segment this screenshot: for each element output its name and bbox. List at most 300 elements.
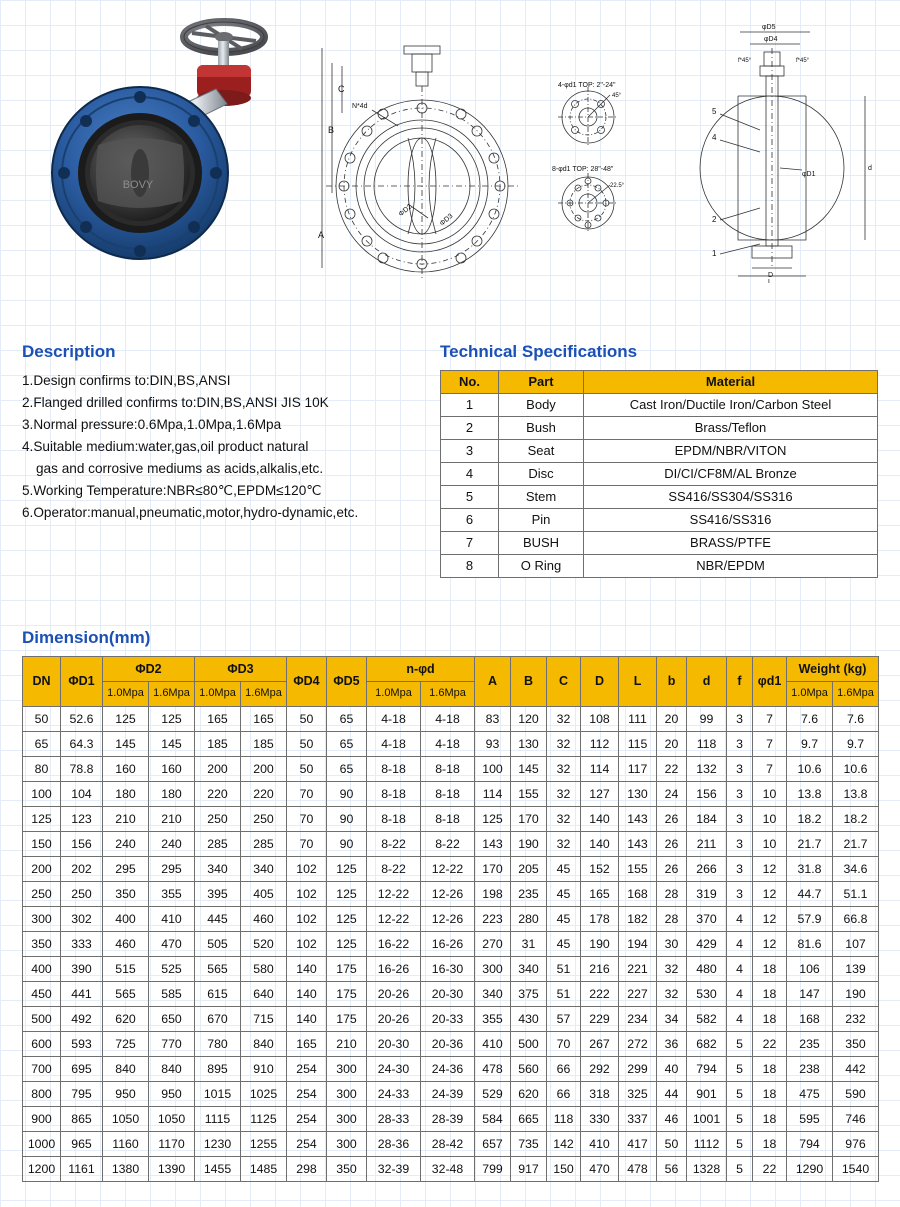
svg-text:φD4: φD4 [764, 36, 778, 43]
subheader-w-16: 1.6Mpa [833, 682, 879, 707]
dimension-cell: 7 [753, 707, 787, 732]
subheader-d3-16: 1.6Mpa [241, 682, 287, 707]
dimension-cell: 160 [103, 757, 149, 782]
dimension-cell: 1485 [241, 1157, 287, 1182]
dimension-cell: 254 [287, 1132, 327, 1157]
dimension-cell: 78.8 [61, 757, 103, 782]
dimension-cell: 865 [61, 1107, 103, 1132]
dimension-cell: 200 [241, 757, 287, 782]
dimension-cell: 13.8 [833, 782, 879, 807]
dimension-cell: 3 [727, 807, 753, 832]
dimension-cell: 32 [657, 957, 687, 982]
dimension-cell: 125 [327, 882, 367, 907]
dimension-cell: 470 [149, 932, 195, 957]
dimension-cell: 620 [511, 1082, 547, 1107]
dimension-cell: 478 [619, 1157, 657, 1182]
dimension-cell: 111 [619, 707, 657, 732]
dimension-cell: 117 [619, 757, 657, 782]
cell-material: SS416/SS304/SS316 [584, 485, 878, 508]
cell-material: SS416/SS316 [584, 508, 878, 531]
dimension-row [23, 757, 879, 782]
valve-body-graphic [52, 87, 228, 259]
col-header-b: B [511, 657, 547, 707]
dimension-cell: 45 [547, 907, 581, 932]
svg-text:2: 2 [712, 215, 717, 224]
dimension-cell: 83 [475, 707, 511, 732]
dimension-cell: 560 [511, 1057, 547, 1082]
dimension-cell: 229 [581, 1007, 619, 1032]
dimension-cell: 4-18 [421, 707, 475, 732]
dimension-cell: 976 [833, 1132, 879, 1157]
dimension-cell: 190 [581, 932, 619, 957]
dimension-cell: 156 [61, 832, 103, 857]
dimension-cell: 950 [103, 1082, 149, 1107]
dimension-cell: 185 [241, 732, 287, 757]
dimension-cell: 70 [287, 782, 327, 807]
dimension-cell: 81.6 [787, 932, 833, 957]
description-line: gas and corrosive mediums as acids,alkalis,etc. [36, 461, 324, 477]
dimension-cell: 24-33 [367, 1082, 421, 1107]
col-header-f: f [727, 657, 753, 707]
dimension-cell: 32 [547, 757, 581, 782]
dimension-cell: 184 [687, 807, 727, 832]
table-row [441, 508, 878, 531]
dimension-cell: 165 [195, 707, 241, 732]
dimension-cell: 18.2 [833, 807, 879, 832]
dimension-cell: 21.7 [833, 832, 879, 857]
dimension-row [23, 832, 879, 857]
dimension-cell: 202 [61, 857, 103, 882]
dimension-cell: 840 [103, 1057, 149, 1082]
dimension-cell: 102 [287, 932, 327, 957]
dimension-cell: 1200 [23, 1157, 61, 1182]
dimension-cell: 1380 [103, 1157, 149, 1182]
dimension-cell: 140 [287, 957, 327, 982]
dimension-title: Dimension(mm) [22, 628, 151, 647]
svg-text:A: A [318, 230, 325, 240]
dimension-cell: 582 [687, 1007, 727, 1032]
svg-text:d: d [868, 165, 872, 172]
dimension-cell: 650 [149, 1007, 195, 1032]
dimension-row [23, 782, 879, 807]
dimension-cell: 12-22 [367, 882, 421, 907]
dimension-cell: 1025 [241, 1082, 287, 1107]
dimension-cell: 102 [287, 882, 327, 907]
dimension-cell: 4-18 [367, 732, 421, 757]
dimension-cell: 292 [581, 1057, 619, 1082]
dimension-cell: 210 [149, 807, 195, 832]
dimension-cell: 460 [241, 907, 287, 932]
dimension-cell: 125 [327, 932, 367, 957]
svg-text:4-φd1 TOP: 2"-24": 4-φd1 TOP: 2"-24" [558, 82, 616, 89]
dimension-cell: 140 [581, 832, 619, 857]
dimension-cell: 32 [547, 807, 581, 832]
dimension-cell: 795 [61, 1082, 103, 1107]
dimension-cell: 1000 [23, 1132, 61, 1157]
cell-part: Pin [499, 508, 584, 531]
dimension-cell: 12-22 [421, 857, 475, 882]
dimension-cell: 1160 [103, 1132, 149, 1157]
dimension-cell: 9.7 [787, 732, 833, 757]
dimension-cell: 429 [687, 932, 727, 957]
dimension-cell: 500 [23, 1007, 61, 1032]
svg-text:ΦD3: ΦD3 [438, 212, 455, 228]
dimension-cell: 22 [753, 1157, 787, 1182]
dimension-cell: 132 [687, 757, 727, 782]
dimension-cell: 194 [619, 932, 657, 957]
dimension-row [23, 1157, 879, 1182]
dimension-cell: 18 [753, 1132, 787, 1157]
dimension-cell: 114 [581, 757, 619, 782]
dimension-cell: 28-36 [367, 1132, 421, 1157]
dimension-row [23, 707, 879, 732]
dimension-cell: 272 [619, 1032, 657, 1057]
dimension-cell: 270 [475, 932, 511, 957]
dimension-cell: 165 [287, 1032, 327, 1057]
svg-text:N*4d: N*4d [352, 103, 368, 110]
dimension-cell: 965 [61, 1132, 103, 1157]
dimension-cell: 8-18 [367, 757, 421, 782]
dimension-cell: 232 [833, 1007, 879, 1032]
dimension-cell: 20-33 [421, 1007, 475, 1032]
table-row [441, 393, 878, 416]
dimension-row [23, 957, 879, 982]
dimension-cell: 57 [547, 1007, 581, 1032]
dimension-cell: 170 [475, 857, 511, 882]
dimension-cell: 1001 [687, 1107, 727, 1132]
dimension-cell: 254 [287, 1057, 327, 1082]
dimension-row [23, 932, 879, 957]
dimension-cell: 390 [61, 957, 103, 982]
dimension-cell: 917 [511, 1157, 547, 1182]
cell-part: Bush [499, 416, 584, 439]
dimension-cell: 12-22 [367, 907, 421, 932]
dimension-cell: 102 [287, 907, 327, 932]
table-row [441, 554, 878, 577]
dimension-cell: 565 [195, 957, 241, 982]
dimension-cell: 18 [753, 1007, 787, 1032]
dimension-row [23, 1007, 879, 1032]
dimension-cell: 319 [687, 882, 727, 907]
dimension-cell: 32 [547, 707, 581, 732]
dimension-cell: 300 [327, 1132, 367, 1157]
dimension-cell: 235 [511, 882, 547, 907]
dimension-cell: 4 [727, 907, 753, 932]
dimension-cell: 584 [475, 1107, 511, 1132]
dimension-cell: 12-26 [421, 907, 475, 932]
col-header-d1: ΦD1 [61, 657, 103, 707]
dimension-cell: 725 [103, 1032, 149, 1057]
dimension-cell: 40 [657, 1057, 687, 1082]
dimension-cell: 267 [581, 1032, 619, 1057]
dimension-cell: 3 [727, 707, 753, 732]
svg-text:4: 4 [712, 133, 717, 142]
svg-text:5: 5 [712, 107, 717, 116]
dimension-cell: 155 [619, 857, 657, 882]
dimension-cell: 32 [547, 832, 581, 857]
dimension-cell: 18.2 [787, 807, 833, 832]
technical-specifications-table [440, 370, 878, 578]
dimension-cell: 32-48 [421, 1157, 475, 1182]
dimension-cell: 895 [195, 1057, 241, 1082]
dimension-cell: 840 [241, 1032, 287, 1057]
svg-text:1: 1 [712, 249, 717, 258]
description-line: 1.Design confirms to:DIN,BS,ANSI [22, 373, 231, 388]
dimension-cell: 18 [753, 982, 787, 1007]
dimension-cell: 3 [727, 857, 753, 882]
dimension-cell: 295 [103, 857, 149, 882]
dimension-cell: 7.6 [833, 707, 879, 732]
cell-part: Seat [499, 439, 584, 462]
svg-text:BOVY: BOVY [122, 179, 154, 191]
dimension-cell: 32-39 [367, 1157, 421, 1182]
dimension-cell: 350 [103, 882, 149, 907]
description-line: 4.Suitable medium:water,gas,oil product natural [22, 439, 309, 455]
subheader-d3-10: 1.0Mpa [195, 682, 241, 707]
dimension-cell: 400 [23, 957, 61, 982]
dimension-cell: 170 [511, 807, 547, 832]
dimension-cell: 198 [475, 882, 511, 907]
dimension-cell: 4 [727, 982, 753, 1007]
dimension-cell: 140 [581, 807, 619, 832]
dimension-cell: 20-30 [421, 982, 475, 1007]
dimension-cell: 746 [833, 1107, 879, 1132]
dimension-cell: 140 [287, 1007, 327, 1032]
dimension-cell: 165 [581, 882, 619, 907]
dimension-cell: 8-22 [367, 857, 421, 882]
technical-specifications-block [440, 342, 878, 578]
dimension-cell: 585 [149, 982, 195, 1007]
dimension-cell: 950 [149, 1082, 195, 1107]
col-header-c: C [547, 657, 581, 707]
dimension-cell: 155 [511, 782, 547, 807]
illustration-band [0, 0, 900, 310]
dimension-cell: 31.8 [787, 857, 833, 882]
dimension-cell: 51 [547, 982, 581, 1007]
dimension-cell: 21.7 [787, 832, 833, 857]
dimension-cell: 28-42 [421, 1132, 475, 1157]
dimension-cell: 45 [547, 882, 581, 907]
svg-text:C: C [338, 84, 345, 94]
col-header-d5: ΦD5 [327, 657, 367, 707]
dimension-cell: 1125 [241, 1107, 287, 1132]
dimension-cell: 190 [833, 982, 879, 1007]
cell-part: BUSH [499, 531, 584, 554]
subheader-nd-10: 1.0Mpa [367, 682, 421, 707]
dimension-cell: 50 [287, 707, 327, 732]
cell-no: 3 [441, 439, 499, 462]
col-header-nphid: n-φd [367, 657, 475, 682]
dimension-cell: 223 [475, 907, 511, 932]
dimension-cell: 205 [511, 857, 547, 882]
dimension-cell: 840 [149, 1057, 195, 1082]
dimension-cell: 657 [475, 1132, 511, 1157]
dimension-cell: 400 [103, 907, 149, 932]
svg-text:L: L [768, 279, 772, 283]
dimension-cell: 10 [753, 807, 787, 832]
dimension-cell: 266 [687, 857, 727, 882]
dimension-cell: 901 [687, 1082, 727, 1107]
svg-text:B: B [328, 125, 335, 135]
description-line: 3.Normal pressure:0.6Mpa,1.0Mpa,1.6Mpa [22, 417, 282, 433]
dimension-cell: 615 [195, 982, 241, 1007]
dimension-cell: 10.6 [787, 757, 833, 782]
dimension-cell: 145 [149, 732, 195, 757]
dimension-cell: 302 [61, 907, 103, 932]
dimension-cell: 350 [833, 1032, 879, 1057]
dimension-cell: 70 [287, 832, 327, 857]
dimension-row [23, 732, 879, 757]
description-line: 2.Flanged drilled confirms to:DIN,BS,ANSI JIS 10K [22, 395, 329, 411]
dimension-cell: 143 [619, 832, 657, 857]
dimension-cell: 24 [657, 782, 687, 807]
dimension-cell: 50 [287, 732, 327, 757]
dimension-cell: 300 [327, 1082, 367, 1107]
dimension-cell: 235 [787, 1032, 833, 1057]
dimension-cell: 794 [687, 1057, 727, 1082]
cell-part: Disc [499, 462, 584, 485]
dimension-cell: 900 [23, 1107, 61, 1132]
dimension-cell: 104 [61, 782, 103, 807]
cell-part: O Ring [499, 554, 584, 577]
front-section-drawing [312, 18, 532, 283]
dimension-row [23, 1057, 879, 1082]
dimension-cell: 107 [833, 932, 879, 957]
dimension-row [23, 1082, 879, 1107]
dimension-cell: 210 [103, 807, 149, 832]
cell-material: NBR/EPDM [584, 554, 878, 577]
dimension-cell: 450 [23, 982, 61, 1007]
dimension-cell: 12 [753, 932, 787, 957]
cell-material: BRASS/PTFE [584, 531, 878, 554]
col-header-material: Material [584, 371, 878, 394]
dimension-cell: 800 [23, 1082, 61, 1107]
dimension-cell: 180 [149, 782, 195, 807]
dimension-cell: 175 [327, 957, 367, 982]
dimension-cell: 441 [61, 982, 103, 1007]
dimension-cell: 16-26 [367, 957, 421, 982]
table-row [441, 531, 878, 554]
dimension-cell: 350 [327, 1157, 367, 1182]
dimension-cell: 695 [61, 1057, 103, 1082]
dimension-header-row-1 [23, 657, 879, 682]
dimension-cell: 147 [787, 982, 833, 1007]
dimension-cell: 590 [833, 1082, 879, 1107]
dimension-cell: 240 [149, 832, 195, 857]
dimension-cell: 12 [753, 907, 787, 932]
dimension-cell: 125 [475, 807, 511, 832]
dimension-cell: 12 [753, 857, 787, 882]
dimension-cell: 565 [103, 982, 149, 1007]
dimension-cell: 240 [103, 832, 149, 857]
dimension-cell: 3 [727, 782, 753, 807]
cell-material: Cast Iron/Ductile Iron/Carbon Steel [584, 393, 878, 416]
dimension-cell: 8-18 [421, 757, 475, 782]
dimension-cell: 32 [657, 982, 687, 1007]
dimension-cell: 150 [547, 1157, 581, 1182]
dimension-cell: 13.8 [787, 782, 833, 807]
dimension-cell: 520 [241, 932, 287, 957]
dimension-cell: 180 [103, 782, 149, 807]
dimension-cell: 142 [547, 1132, 581, 1157]
dimension-cell: 66 [547, 1082, 581, 1107]
col-header-l: L [619, 657, 657, 707]
dimension-cell: 200 [23, 857, 61, 882]
dimension-cell: 5 [727, 1157, 753, 1182]
dimension-cell: 56 [657, 1157, 687, 1182]
dimension-row [23, 1032, 879, 1057]
dimension-cell: 4 [727, 932, 753, 957]
dimension-cell: 66 [547, 1057, 581, 1082]
dimension-cell: 143 [619, 807, 657, 832]
dimension-cell: 24-30 [367, 1057, 421, 1082]
dimension-cell: 299 [619, 1057, 657, 1082]
svg-text:φD1: φD1 [802, 171, 816, 178]
dimension-cell: 250 [61, 882, 103, 907]
dimension-cell: 285 [195, 832, 241, 857]
dimension-cell: 410 [475, 1032, 511, 1057]
table-header-row [441, 371, 878, 394]
dimension-cell: 442 [833, 1057, 879, 1082]
dimension-cell: 4-18 [367, 707, 421, 732]
dimension-cell: 1290 [787, 1157, 833, 1182]
col-header-d4: ΦD4 [287, 657, 327, 707]
col-header-d2: ΦD2 [103, 657, 195, 682]
dimension-cell: 1112 [687, 1132, 727, 1157]
dimension-cell: 3 [727, 732, 753, 757]
dimension-cell: 318 [581, 1082, 619, 1107]
dimension-block [22, 628, 878, 1182]
dimension-cell: 715 [241, 1007, 287, 1032]
dimension-cell: 295 [149, 857, 195, 882]
side-section-drawing [660, 18, 890, 283]
dimension-cell: 175 [327, 1007, 367, 1032]
dimension-cell: 165 [241, 707, 287, 732]
dimension-cell: 285 [241, 832, 287, 857]
dimension-cell: 145 [511, 757, 547, 782]
dimension-cell: 118 [547, 1107, 581, 1132]
dimension-cell: 475 [787, 1082, 833, 1107]
dimension-row [23, 1107, 879, 1132]
dimension-cell: 32 [547, 782, 581, 807]
dimension-cell: 799 [475, 1157, 511, 1182]
dimension-cell: 8-22 [367, 832, 421, 857]
svg-text:D: D [768, 272, 774, 279]
dimension-cell: 670 [195, 1007, 241, 1032]
dimension-cell: 5 [727, 1032, 753, 1057]
dimension-cell: 1050 [103, 1107, 149, 1132]
dimension-cell: 8-22 [421, 832, 475, 857]
col-header-dn: DN [23, 657, 61, 707]
dimension-cell: 325 [619, 1082, 657, 1107]
dimension-cell: 1230 [195, 1132, 241, 1157]
cell-no: 5 [441, 485, 499, 508]
dimension-cell: 18 [753, 1082, 787, 1107]
dimension-cell: 32 [547, 732, 581, 757]
dimension-cell: 145 [103, 732, 149, 757]
dimension-cell: 580 [241, 957, 287, 982]
dimension-cell: 44 [657, 1082, 687, 1107]
cell-material: Brass/Teflon [584, 416, 878, 439]
cell-no: 4 [441, 462, 499, 485]
dimension-cell: 250 [23, 882, 61, 907]
svg-text:22.5°: 22.5° [610, 183, 625, 189]
dimension-cell: 65 [327, 757, 367, 782]
dimension-cell: 12 [753, 882, 787, 907]
cell-material: DI/CI/CF8M/AL Bronze [584, 462, 878, 485]
dimension-cell: 30 [657, 932, 687, 957]
dimension-cell: 410 [581, 1132, 619, 1157]
